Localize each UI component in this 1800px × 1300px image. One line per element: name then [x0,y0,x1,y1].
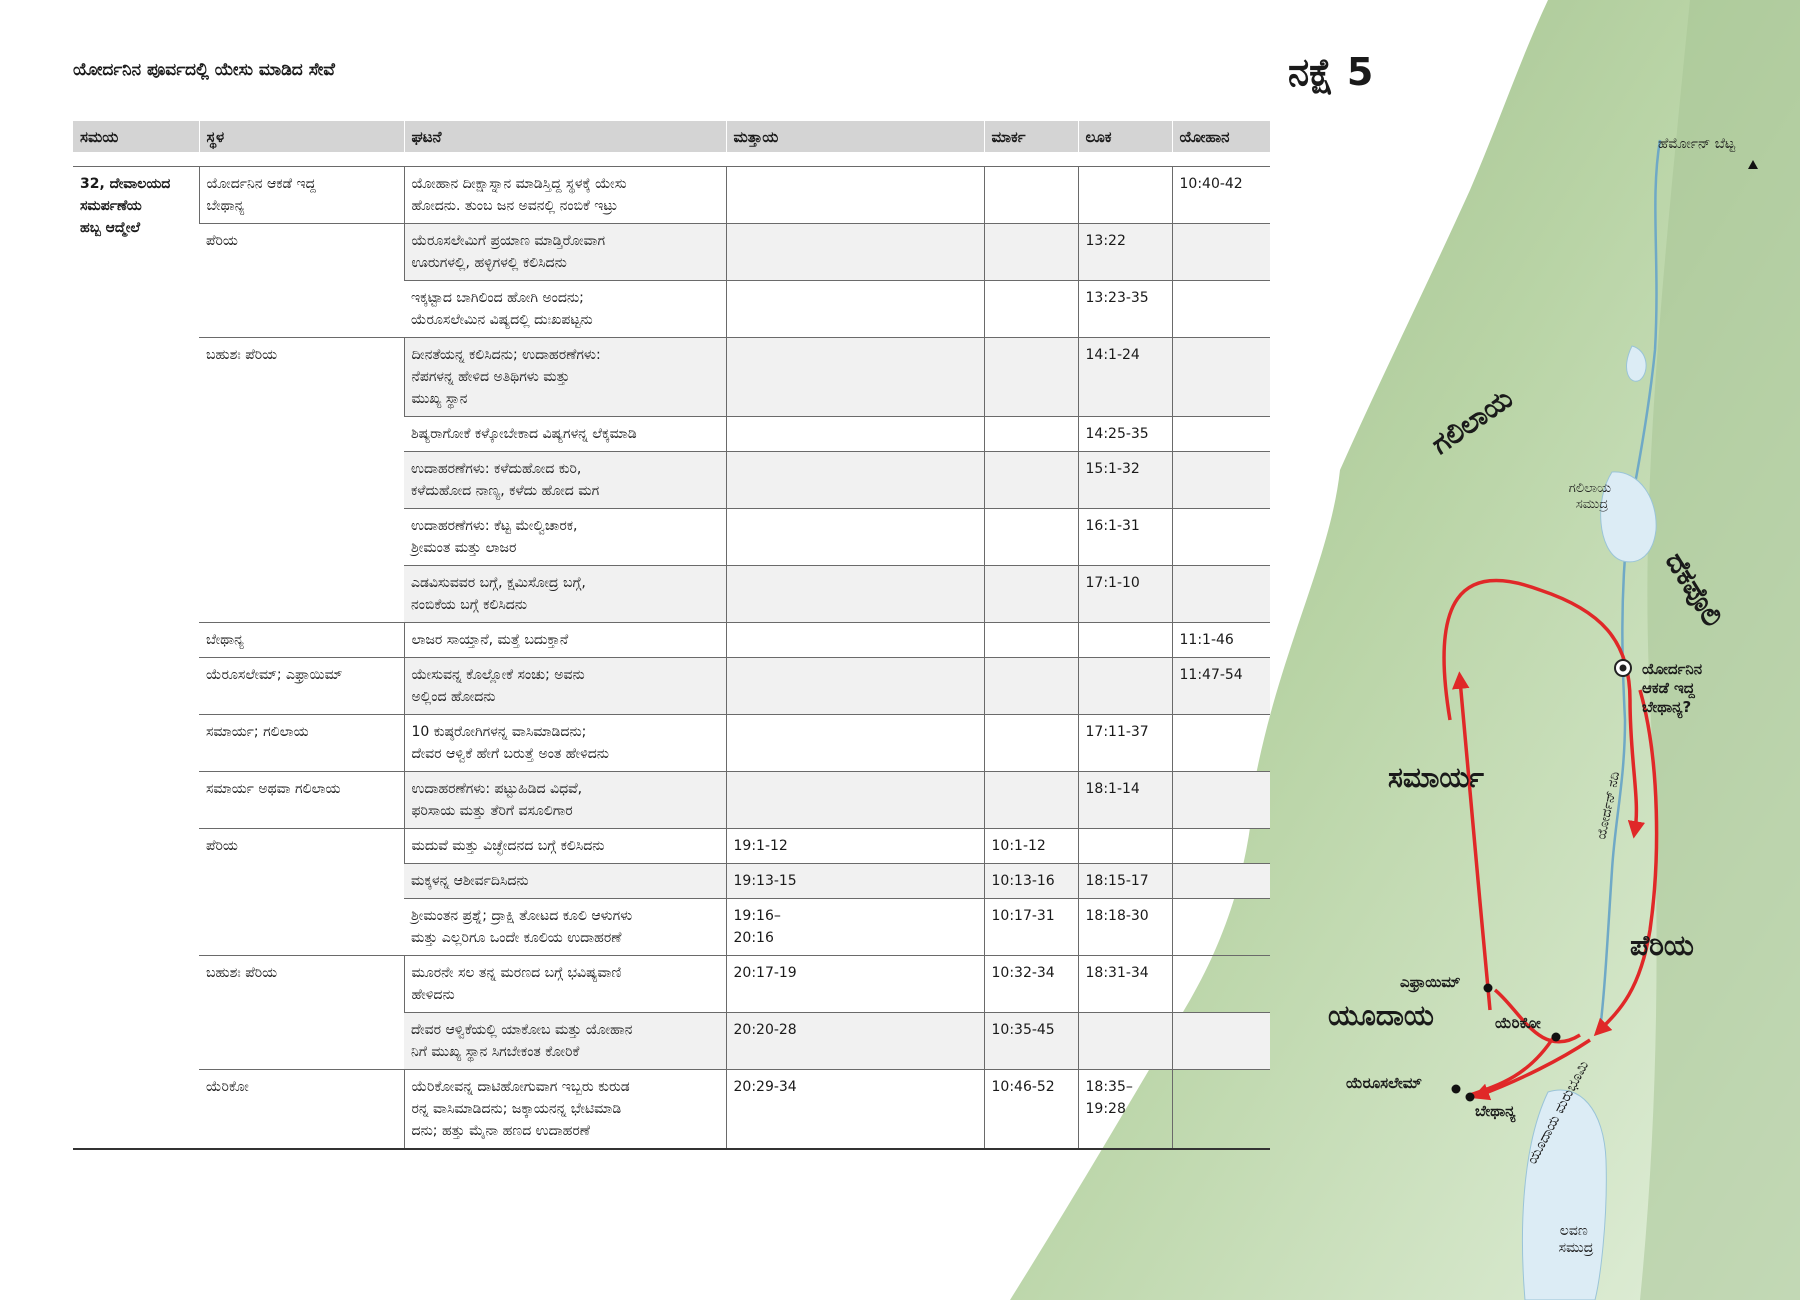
cell-matthew: 19:1-12 [726,829,984,864]
cell-john [1172,829,1270,864]
map-label-salt-sea-line1: ಲವಣ [1559,1223,1588,1239]
jerusalem-dot [1452,1085,1461,1094]
cell-event: ಶಿಷ್ಯರಾಗೋಕೆ ಕಳ್ಕೋಬೇಕಾದ ವಿಷ್ಯಗಳನ್ನ ಲೆಕ್ಕಮಾಡಿ [404,417,726,452]
table-header-row [73,121,1270,152]
cell-luke: 18:31-34 [1078,956,1172,1013]
cell-place: ಬಹುಶಃ ಪೆರಿಯ [199,338,404,623]
cell-luke [1078,167,1172,224]
cell-place: ಯೆರಿಕೋ [199,1070,404,1150]
cell-matthew [726,167,984,224]
cell-event: ಮಕ್ಕಳನ್ನ ಆಶೀರ್ವದಿಸಿದನು [404,864,726,899]
cell-john [1172,864,1270,899]
table-spacer-row [73,152,1270,167]
cell-place: ಸಮಾರ್ಯ ಅಥವಾ ಗಲಿಲಾಯ [199,772,404,829]
cell-mark: 10:13-16 [984,864,1078,899]
cell-event: 10 ಕುಷ್ಠರೋಗಿಗಳನ್ನ ವಾಸಿಮಾಡಿದನು; ದೇವರ ಆಳ್ವಿಕೆ ಹೇಗೆ ಬರುತ್ತೆ ಅಂತ ಹೇಳಿದನು [404,715,726,772]
cell-john [1172,417,1270,452]
cell-mark [984,772,1078,829]
cell-event: ಯೆರಿಕೋವನ್ನ ದಾಟಿಹೋಗುವಾಗ ಇಬ್ಬರು ಕುರುಡ ರನ್ನ ವಾಸಿಮಾಡಿದನು; ಜಕ್ಕಾಯನನ್ನ ಭೇಟಿಮಾಡಿ ದನು; ಹತ್ತು ಮೈನಾ ಹಣದ ಉದಾಹರಣೆ [404,1070,726,1150]
cell-mark [984,509,1078,566]
cell-john [1172,566,1270,623]
map-label-sea-of-galilee-line2: ಸಮುದ್ರ [1575,497,1609,512]
document-title: ಯೋರ್ದನಿನ ಪೂರ್ವದಲ್ಲಿ ಯೇಸು ಮಾಡಿದ ಸೇವೆ [73,60,335,80]
cell-matthew: 20:20-28 [726,1013,984,1070]
map-label-galilee: ಗಲಿಲಾಯ [1425,381,1519,461]
cell-luke: 13:22 [1078,224,1172,281]
cell-luke: 13:23-35 [1078,281,1172,338]
cell-luke: 15:1-32 [1078,452,1172,509]
column-header-time: ಸಮಯ [73,121,199,152]
cell-john: 10:40-42 [1172,167,1270,224]
table-row [73,338,1270,417]
cell-luke: 18:18-30 [1078,899,1172,956]
cell-luke: 18:15-17 [1078,864,1172,899]
map-title: ನಕ್ಷೆ 5 [1288,50,1374,94]
cell-john [1172,899,1270,956]
cell-event: ಉದಾಹರಣೆಗಳು: ಕಳೆದುಹೋದ ಕುರಿ, ಕಳೆದುಹೋದ ನಾಣ್ಯ, ಕಳೆದು ಹೋದ ಮಗ [404,452,726,509]
cell-mark [984,224,1078,281]
cell-event: ಇಕ್ಕಟ್ಟಾದ ಬಾಗಿಲಿಂದ ಹೋಗಿ ಅಂದನು; ಯೆರೂಸಲೇಮಿನ ವಿಷ್ಯದಲ್ಲಿ ದುಃಖಪಟ್ಟನು [404,281,726,338]
column-header-matthew: ಮತ್ತಾಯ [726,121,984,152]
cell-john [1172,452,1270,509]
cell-matthew [726,452,984,509]
jericho-dot [1552,1033,1561,1042]
cell-john [1172,1070,1270,1150]
cell-john [1172,281,1270,338]
column-header-luke: ಲೂಕ [1078,121,1172,152]
cell-place: ಯೆರೂಸಲೇಮ್; ಎಫ್ರಾಯಿಮ್ [199,658,404,715]
table-row [73,167,1270,224]
table-row [73,623,1270,658]
map-label-judean-wilderness: ಯೂದಾಯ ಮರುಭೂಮಿ [1524,1058,1593,1167]
cell-place: ಪೆರಿಯ [199,829,404,956]
cell-john [1172,224,1270,281]
cell-matthew [726,715,984,772]
cell-place: ಯೋರ್ದನಿನ ಆಕಡೆ ಇದ್ದ ಬೇಥಾನ್ಯ [199,167,404,224]
cell-matthew [726,623,984,658]
cell-matthew: 20:29-34 [726,1070,984,1150]
cell-matthew [726,417,984,452]
column-header-mark: ಮಾರ್ಕ [984,121,1078,152]
map-label-ephraim: ಎಫ್ರಾಯಿಮ್ [1400,973,1461,991]
cell-mark [984,658,1078,715]
cell-luke: 18:1-14 [1078,772,1172,829]
cell-event: ಉದಾಹರಣೆಗಳು: ಕೆಟ್ಟ ಮೇಲ್ವಿಚಾರಕ, ಶ್ರೀಮಂತ ಮತ್ತು ಲಾಜರ [404,509,726,566]
cell-luke: 14:1-24 [1078,338,1172,417]
cell-luke: 17:1-10 [1078,566,1172,623]
cell-matthew: 20:17-19 [726,956,984,1013]
map-label-bethany-beyond-line1: ಯೋರ್ದನಿನ [1642,660,1703,678]
bethany-beyond-dot [1620,665,1627,672]
table-row [73,829,1270,864]
cell-mark [984,715,1078,772]
cell-mark [984,566,1078,623]
cell-event: ಮೂರನೇ ಸಲ ತನ್ನ ಮರಣದ ಬಗ್ಗೆ ಭವಿಷ್ಯವಾಣಿ ಹೇಳಿದನು [404,956,726,1013]
map-label-bethany-beyond-line2: ಆಕಡೆ ಇದ್ದ [1642,679,1695,697]
cell-event: ಮದುವೆ ಮತ್ತು ವಿಚ್ಛೇದನದ ಬಗ್ಗೆ ಕಲಿಸಿದನು [404,829,726,864]
cell-john [1172,509,1270,566]
cell-john [1172,1013,1270,1070]
column-header-john: ಯೋಹಾನ [1172,121,1270,152]
cell-mark [984,281,1078,338]
cell-event: ಶ್ರೀಮಂತನ ಪ್ರಶ್ನೆ; ದ್ರಾಕ್ಷಿ ತೋಟದ ಕೂಲಿ ಆಳುಗಳು ಮತ್ತು ಎಲ್ಲರಿಗೂ ಒಂದೇ ಕೂಲಿಯ ಉದಾಹರಣೆ [404,899,726,956]
column-header-event: ಘಟನೆ [404,121,726,152]
cell-luke [1078,1013,1172,1070]
map-label-jerusalem: ಯೆರೂಸಲೇಮ್ [1346,1074,1422,1092]
cell-mark: 10:35-45 [984,1013,1078,1070]
cell-mark [984,452,1078,509]
cell-luke: 14:25-35 [1078,417,1172,452]
cell-mark: 10:1-12 [984,829,1078,864]
cell-matthew [726,658,984,715]
cell-event: ಉದಾಹರಣೆಗಳು: ಪಟ್ಟುಹಿಡಿದ ವಿಧವೆ, ಫರಿಸಾಯ ಮತ್ತು ತೆರಿಗೆ ವಸೂಲಿಗಾರ [404,772,726,829]
map-label-decapolis: ದೆಕಪೊಲಿ [1659,546,1730,633]
table-row [73,224,1270,281]
table-row [73,1070,1270,1150]
map-label-salt-sea [1559,1223,1594,1256]
cell-matthew: 19:16– 20:16 [726,899,984,956]
map-label-jericho: ಯೆರಿಕೋ [1495,1014,1541,1032]
cell-luke: 16:1-31 [1078,509,1172,566]
cell-john [1172,956,1270,1013]
cell-place: ಸಮಾರ್ಯ; ಗಲಿಲಾಯ [199,715,404,772]
cell-john: 11:1-46 [1172,623,1270,658]
cell-place: ಬೇಥಾನ್ಯ [199,623,404,658]
cell-time: 32, ದೇವಾಲಯದ ಸಮರ್ಪಣೆಯ ಹಬ್ಬ ಆದ್ಮೇಲೆ [73,167,199,1150]
cell-mark [984,417,1078,452]
map-label-bethany-beyond-line3: ಬೇಥಾನ್ಯ? [1642,698,1692,716]
ephraim-dot [1484,984,1493,993]
cell-matthew: 19:13-15 [726,864,984,899]
cell-matthew [726,338,984,417]
cell-mark: 10:17-31 [984,899,1078,956]
map-label-hermon: ಹೆರ್ಮೋನ್ ಬೆಟ್ಟ [1658,136,1736,152]
cell-event: ದೇವರ ಆಳ್ವಿಕೆಯಲ್ಲಿ ಯಾಕೋಬ ಮತ್ತು ಯೋಹಾನ ನಿಗೆ ಮುಖ್ಯ ಸ್ಥಾನ ಸಿಗಬೇಕಂತ ಕೋರಿಕೆ [404,1013,726,1070]
cell-event: ಯೇಸುವನ್ನ ಕೊಲ್ಲೋಕೆ ಸಂಚು; ಅವನು ಅಲ್ಲಿಂದ ಹೋದನು [404,658,726,715]
cell-matthew [726,509,984,566]
cell-matthew [726,281,984,338]
cell-event: ಯೆರೂಸಲೇಮಿಗೆ ಪ್ರಯಾಣ ಮಾಡ್ತಿರೋವಾಗ ಊರುಗಳಲ್ಲಿ, ಹಳ್ಳಿಗಳಲ್ಲಿ ಕಲಿಸಿದನು [404,224,726,281]
cell-matthew [726,772,984,829]
cell-event: ಯೋಹಾನ ದೀಕ್ಷಾಸ್ನಾನ ಮಾಡಿಸ್ತಿದ್ದ ಸ್ಥಳಕ್ಕೆ ಯೇಸು ಹೋದನು. ತುಂಬ ಜನ ಅವನಲ್ಲಿ ನಂಬಿಕೆ ಇಟ್ರು [404,167,726,224]
map-label-perea: ಪೆರಿಯ [1630,929,1694,962]
column-header-place: ಸ್ಥಳ [199,121,404,152]
cell-mark [984,338,1078,417]
cell-mark [984,167,1078,224]
bethany-dot [1466,1093,1475,1102]
cell-luke [1078,829,1172,864]
cell-place: ಬಹುಶಃ ಪೆರಿಯ [199,956,404,1070]
cell-matthew [726,224,984,281]
events-table [73,121,1271,1150]
table-row [73,658,1270,715]
table-row [73,715,1270,772]
cell-luke [1078,623,1172,658]
map-label-bethany: ಬೇಥಾನ್ಯ [1475,1102,1516,1120]
cell-john [1172,338,1270,417]
cell-place: ಪೆರಿಯ [199,224,404,338]
map-label-jordan-river: ಯೋರ್ದನ್ ನದಿ [1594,770,1624,841]
table-row [73,772,1270,829]
table-row [73,956,1270,1013]
cell-event: ಎಡವಿಸುವವರ ಬಗ್ಗೆ, ಕ್ಷಮಿಸೋದ್ರ ಬಗ್ಗೆ, ನಂಬಿಕೆಯ ಬಗ್ಗೆ ಕಲಿಸಿದನು [404,566,726,623]
cell-luke: 18:35– 19:28 [1078,1070,1172,1150]
cell-mark: 10:32-34 [984,956,1078,1013]
map-label-salt-sea-line2: ಸಮುದ್ರ [1558,1240,1594,1256]
map-label-sea-of-galilee-line1: ಗಲಿಲಾಯ [1568,481,1612,496]
cell-john [1172,772,1270,829]
cell-john: 11:47-54 [1172,658,1270,715]
cell-matthew [726,566,984,623]
cell-luke: 17:11-37 [1078,715,1172,772]
map-label-samaria: ಸಮಾರ್ಯ [1388,761,1484,794]
table-body [73,152,1270,1149]
map-label-judea: ಯೂದಾಯ [1328,999,1434,1032]
cell-mark: 10:46-52 [984,1070,1078,1150]
cell-john [1172,715,1270,772]
cell-luke [1078,658,1172,715]
cell-event: ಲಾಜರ ಸಾಯ್ತಾನೆ, ಮತ್ತೆ ಬದುಕ್ತಾನೆ [404,623,726,658]
cell-mark [984,623,1078,658]
cell-event: ದೀನತೆಯನ್ನ ಕಲಿಸಿದನು; ಉದಾಹರಣೆಗಳು: ನೆಪಗಳನ್ನ ಹೇಳಿದ ಅತಿಥಿಗಳು ಮತ್ತು ಮುಖ್ಯ ಸ್ಥಾನ [404,338,726,417]
